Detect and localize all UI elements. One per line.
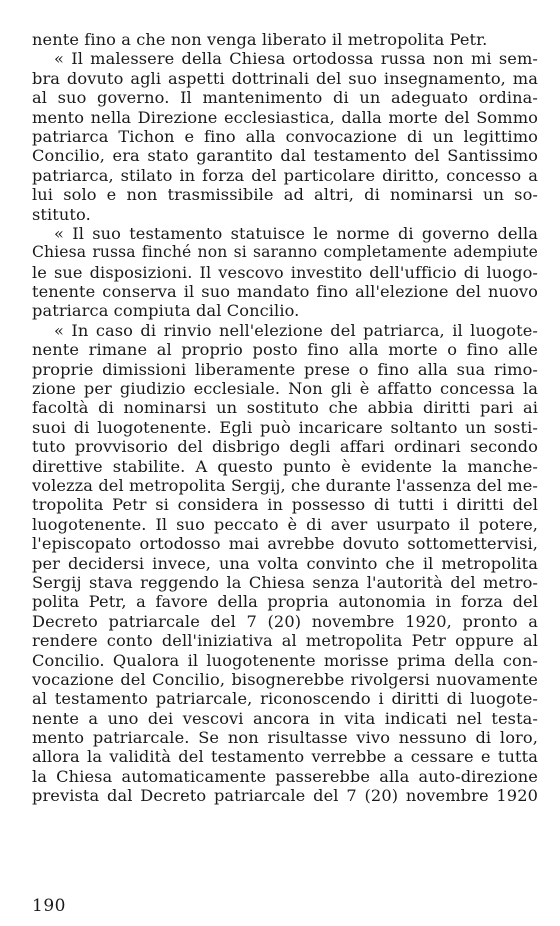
text-line: mento patriarcale. Se non risultasse vivo nessuno di loro, [32, 728, 538, 748]
text-line: per decidersi invece, una volta convinto che il metropolita [32, 553, 538, 573]
text-line: patriarca Tichon e fino alla convocazione di un legittimo [32, 126, 538, 146]
text-line: mento nella Direzione ecclesiastica, dalla morte del Sommo [32, 107, 538, 127]
text-line: suoi di luogotenente. Egli può incaricare soltanto un sosti- [32, 417, 538, 437]
text-line: nente a uno dei vescovi ancora in vita indicati nel testa- [32, 708, 538, 728]
text-line: Chiesa russa finché non si saranno completamente adempiute [32, 243, 538, 262]
text-line: tropolita Petr si considera in possesso di tutti i diritti del [32, 495, 538, 515]
text-line: l'episcopato ortodosso mai avrebbe dovuto sottomettervisi, [32, 534, 538, 554]
text-line: polita Petr, a favore della propria autonomia in forza del [32, 592, 538, 612]
text-line: luogotenente. Il suo peccato è di aver usurpato il potere, [32, 514, 538, 534]
text-line: rendere conto dell'iniziativa al metropolita Petr oppure al [32, 631, 538, 651]
page-number: 190 [32, 896, 66, 916]
text-line: al suo governo. Il mantenimento di un adeguato ordina- [32, 88, 538, 108]
text-line: proprie dimissioni liberamente prese o fino alla sua rimo- [32, 359, 538, 379]
text-line: le sue disposizioni. Il vescovo investito dell'ufficio di luogo- [32, 262, 538, 282]
text-line: tenente conserva il suo mandato fino all'elezione del nuovo [32, 282, 538, 302]
text-line: « In caso di rinvio nell'elezione del patriarca, il luogote- [54, 320, 538, 340]
text-line: stituto. [32, 204, 91, 224]
text-line: Concilio. Qualora il luogotenente morisse prima della con- [32, 650, 538, 670]
text-line: direttive stabilite. A questo punto è evidente la manche- [32, 456, 538, 476]
text-line: allora la validità del testamento verrebbe a cessare e tutta [32, 747, 538, 767]
text-line: lui solo e non trasmissibile ad altri, di nominarsi un so- [32, 185, 538, 205]
text-line: vocazione del Concilio, bisognerebbe rivolgersi nuovamente [32, 669, 538, 689]
text-line: bra dovuto agli aspetti dottrinali del suo insegnamento, ma [32, 68, 538, 88]
text-line: « Il malessere della Chiesa ortodossa russa non mi sem- [54, 49, 538, 69]
body-text [32, 30, 538, 806]
text-line: facoltà di nominarsi un sostituto che abbia diritti pari ai [32, 398, 538, 418]
text-line: patriarca compiuta dal Concilio. [32, 301, 300, 321]
text-line: zione per giudizio ecclesiale. Non gli è affatto concessa la [32, 379, 538, 399]
text-line: Sergij stava reggendo la Chiesa senza l'autorità del metro- [32, 572, 538, 592]
text-line: volezza del metropolita Sergij, che durante l'assenza del me- [32, 475, 538, 495]
text-line: al testamento patriarcale, riconoscendo i diritti di luogote- [32, 689, 538, 709]
text-line: nente fino a che non venga liberato il metropolita Petr. [32, 30, 488, 49]
text-line: tuto provvisorio del disbrigo degli affari ordinari secondo [32, 437, 538, 457]
text-line: Concilio, era stato garantito dal testamento del Santissimo [32, 146, 538, 166]
text-line: prevista dal Decreto patriarcale del 7 (20) novembre 1920 [32, 786, 538, 806]
text-line: « Il suo testamento statuisce le norme di governo della [54, 223, 538, 243]
text-line: la Chiesa automaticamente passerebbe alla auto-direzione [32, 766, 538, 786]
text-line: patriarca, stilato in forza del particolare diritto, concesso a [32, 165, 538, 185]
text-line: Decreto patriarcale del 7 (20) novembre 1920, pronto a [32, 611, 538, 631]
text-line: nente rimane al proprio posto fino alla morte o fino alle [32, 340, 538, 360]
